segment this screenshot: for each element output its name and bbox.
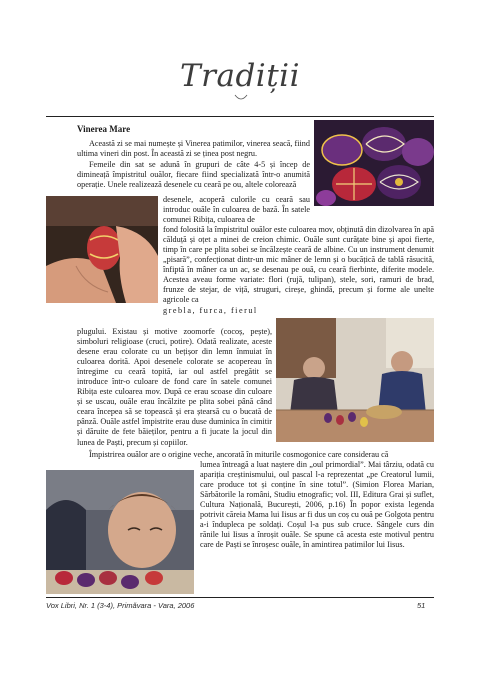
title-ornament — [234, 94, 248, 102]
footer-journal: Vox Libri, Nr. 1 (3-4), Primăvara - Vara, 2006 — [46, 601, 195, 610]
section-heading: Vinerea Mare — [77, 124, 131, 134]
paragraph-legend: lumea întreagă a luat naștere din „oul primordial”. Mai târziu, odată cu apariția creștinismului, oul pascal l-a reprezentat „pe Creatorul lumii, care produce tot și conține în sine totul”. (Simion Florea Marian, Sărbătorile la români, Studiu etnografic; vol. III, Editura Grai și suflet, Cultura Națională, București, 2006, p.16) În popor exista legenda potrivit căreia Mama lui Iisus ar fi dus un coș cu ouă pe Golgota pentru a-i îndupleca pe soldați. Coșul l-a pus sub cruce. Sângele curs din rănile lui Iisus a înroșit ouăle. Se spune că acesta este motivul pentru care de Paști se înroșesc ouăle, în amintirea patimilor lui Iisus. — [200, 460, 434, 550]
page-number: 51 — [417, 601, 426, 610]
photo-hand-painting-egg — [46, 196, 158, 303]
page-title: Tradiții — [179, 58, 301, 94]
paragraph-colors: desenele, acoperă culorile cu ceară sau introduc ouăle în culoarea de bază. În satele comunei Ribița, culoarea de — [163, 195, 310, 225]
paragraph-women-groups: Femeile din sat se adună în grupuri de câte 4-5 și încep de dimineață împistritul ouălor, fiecare fiind specializată într-o anumită operație. Unele realizează desenele cu ceară pe ou, altele colorează — [77, 160, 310, 190]
paragraph-tools: grebla, furca, fierul — [163, 306, 258, 315]
paragraph-origin: Împistrirea ouălor are o origine veche, ancorată în miturile cosmogonice care considerau că — [89, 450, 389, 459]
paragraph-technique: fond folosită la împistritul ouălor este culoarea mov, obținută din dizolvarea în apă călduță și oțet a minei de creion chimic. Ouăle sunt curățate bine și apoi fierte, timp în care pe plita sobei se încălzește ceară de albine. Cu un instrument denumit „pisară”, confecționat dintr-un mic mâner de lemn și o bucățică de tablă răsucită, înfiptă în mâner ca un ac, se desenau pe ouă, cu ceară fierbinte, diferite modele. Acestea aveau forme variate: flori (rujă, tulipan), stele, sori, ramuri de brad, frunze de stejar, de viță, struguri, cireșe, ghindă, precum și forme ale unelte agricole ca — [163, 225, 434, 305]
photo-boy-with-eggs — [46, 470, 194, 594]
photo-women-at-table — [276, 318, 434, 442]
paragraph-motifs: plugului. Existau și motive zoomorfe (cocoș, pește), simboluri religioase (cruci, potire). Odată realizate, aceste desene erau colorate cu un bețișor din lemn înmuiat în culoarea dorită. Apoi desenele colorate se acopereau în întregime cu ceară topită, iar oul astfel pregătit se introduce într-o culoare de fond care în satele comunei Ribița este culoarea mov. După ce erau scoase din culoare și se uscau, ouăle erau încălzite pe plita sobei până când ceara începea să se topească și era ștearsă cu o bucată de pânză. Ouăle astfel împistrite erau duse duminica în cimitir și dăruite de fete băieților, pentru a fi jucate la jocul din lunea de Paști, precum și copiilor. — [77, 327, 272, 447]
top-divider — [46, 116, 434, 117]
bottom-divider — [46, 597, 434, 598]
photo-decorated-eggs — [314, 120, 434, 206]
paragraph-intro: Această zi se mai numește și Vinerea patimilor, vinerea seacă, fiind ultima vineri din post. În această zi se ținea post negru. — [77, 139, 310, 159]
